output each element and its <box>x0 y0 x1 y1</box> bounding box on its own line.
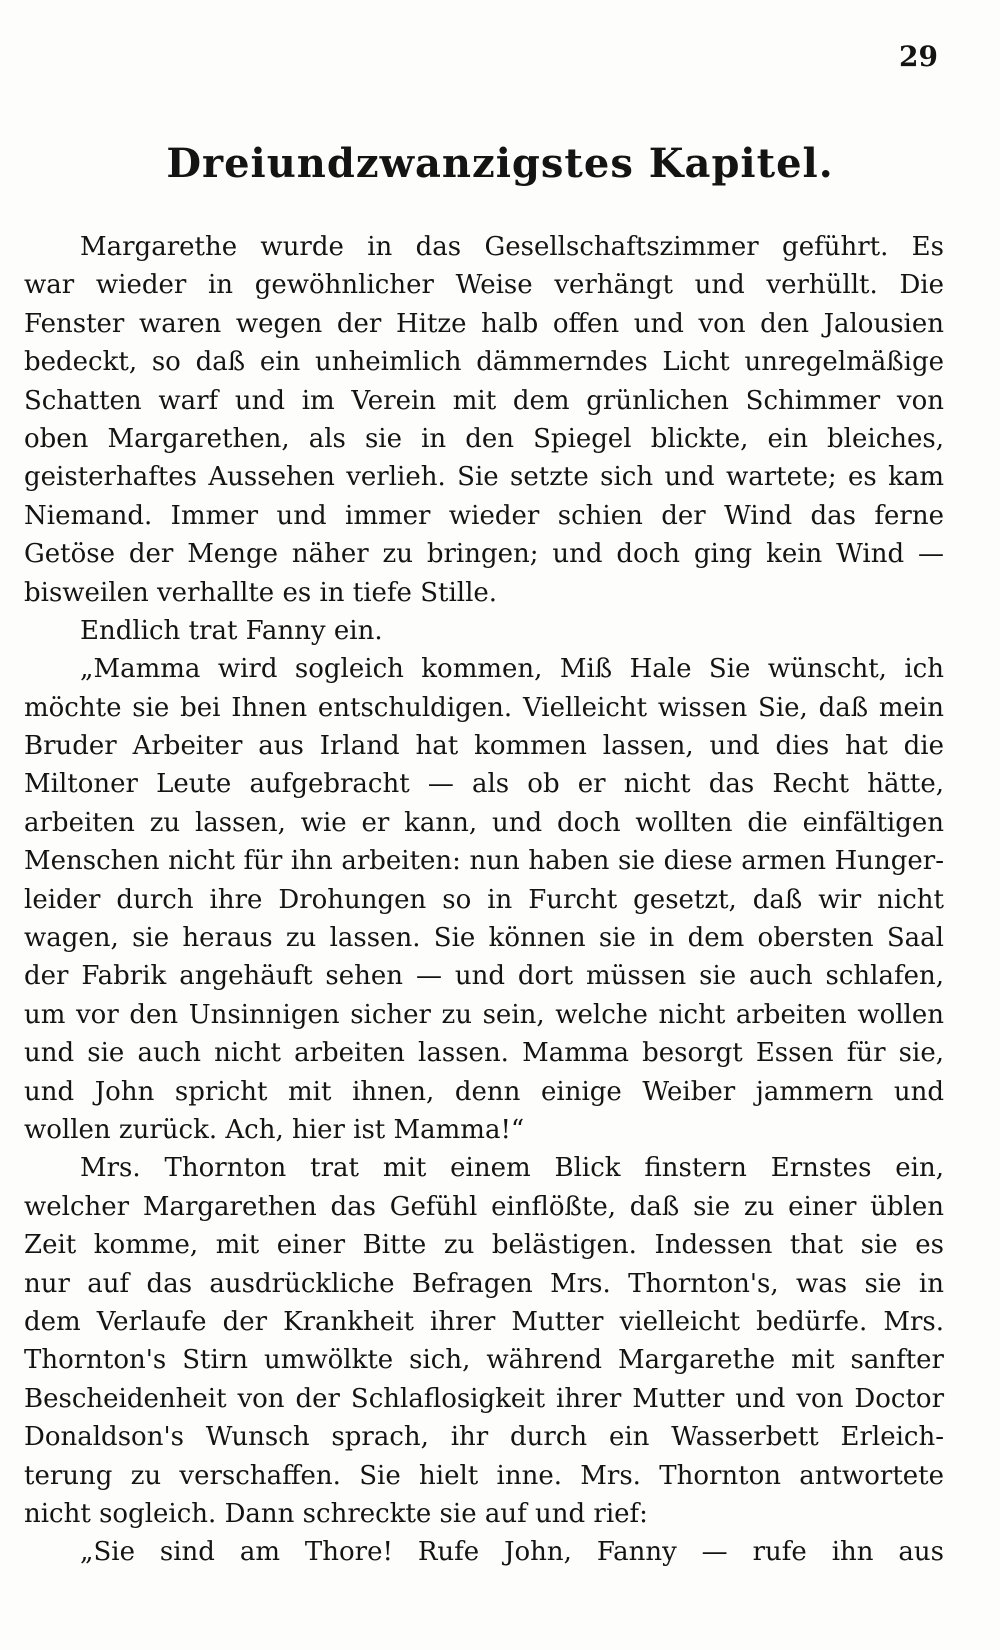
text-line: nur auf das ausdrückliche Befragen Mrs. Thornton's, was sie in <box>24 1268 944 1299</box>
text-line: um vor den Unsinnigen sicher zu sein, welche nicht arbeiten wollen <box>24 999 944 1030</box>
text-line: und John spricht mit ihnen, denn einige Weiber jammern und <box>24 1076 944 1107</box>
text-line: arbeiten zu lassen, wie er kann, und doch wollten die einfältigen <box>24 807 944 838</box>
text-line: Mrs. Thornton trat mit einem Blick finstern Ernstes ein, <box>80 1153 944 1184</box>
text-line: möchte sie bei Ihnen entschuldigen. Vielleicht wissen Sie, daß mein <box>24 692 944 723</box>
body-text <box>24 228 944 1572</box>
text-line: Niemand. Immer und immer wieder schien der Wind das ferne <box>24 500 944 531</box>
text-line: Zeit komme, mit einer Bitte zu belästigen. Indessen that sie es <box>24 1230 944 1261</box>
text-line: Endlich trat Fanny ein. <box>80 615 383 646</box>
text-line: wollen zurück. Ach, hier ist Mamma!“ <box>24 1114 525 1145</box>
text-line: war wieder in gewöhnlicher Weise verhängt und verhüllt. Die <box>24 270 944 301</box>
text-line: bisweilen verhallte es in tiefe Stille. <box>24 577 498 608</box>
text-line: wagen, sie heraus zu lassen. Sie können sie in dem obersten Saal <box>24 923 944 954</box>
chapter-heading: Dreiundzwanzigstes Kapitel. <box>166 140 834 187</box>
text-line: leider durch ihre Drohungen so in Furcht gesetzt, daß wir nicht <box>24 884 944 915</box>
text-line: der Fabrik angehäuft sehen — und dort müssen sie auch schlafen, <box>24 961 944 992</box>
text-line: bedeckt, so daß ein unheimlich dämmerndes Licht unregelmäßige <box>24 347 944 378</box>
text-line: nicht sogleich. Dann schreckte sie auf und rief: <box>24 1498 648 1529</box>
text-line: Menschen nicht für ihn arbeiten: nun haben sie diese armen Hunger- <box>24 846 944 877</box>
text-line: dem Verlaufe der Krankheit ihrer Mutter vielleicht bedürfe. Mrs. <box>24 1306 944 1337</box>
text-line: Donaldson's Wunsch sprach, ihr durch ein Wasserbett Erleich- <box>24 1422 944 1453</box>
text-line: „Mamma wird sogleich kommen, Miß Hale Sie wünscht, ich <box>80 654 944 685</box>
text-line: Bruder Arbeiter aus Irland hat kommen lassen, und dies hat die <box>24 731 944 762</box>
text-line: Margarethe wurde in das Gesellschaftszimmer geführt. Es <box>80 232 944 262</box>
text-line: Getöse der Menge näher zu bringen; und doch ging kein Wind — <box>24 539 944 570</box>
text-line: Thornton's Stirn umwölkte sich, während Margarethe mit sanfter <box>24 1345 944 1376</box>
text-line: Miltoner Leute aufgebracht — als ob er nicht das Recht hätte, <box>24 769 944 800</box>
text-line: oben Margarethen, als sie in den Spiegel blickte, ein bleiches, <box>24 423 944 454</box>
text-line: „Sie sind am Thore! Rufe John, Fanny — rufe ihn aus <box>80 1537 944 1568</box>
text-line: welcher Margarethen das Gefühl einflößte, daß sie zu einer üblen <box>24 1191 944 1222</box>
text-line: Fenster waren wegen der Hitze halb offen und von den Jalousien <box>24 308 944 339</box>
text-line: Schatten warf und im Verein mit dem grünlichen Schimmer von <box>24 385 944 416</box>
text-line: Bescheidenheit von der Schlaflosigkeit ihrer Mutter und von Doctor <box>24 1383 944 1414</box>
text-line: terung zu verschaffen. Sie hielt inne. Mrs. Thornton antwortete <box>24 1460 944 1491</box>
page-number: 29 <box>899 40 938 73</box>
text-line: und sie auch nicht arbeiten lassen. Mamma besorgt Essen für sie, <box>24 1038 944 1069</box>
text-line: geisterhaftes Aussehen verlieh. Sie setzte sich und wartete; es kam <box>24 462 944 493</box>
